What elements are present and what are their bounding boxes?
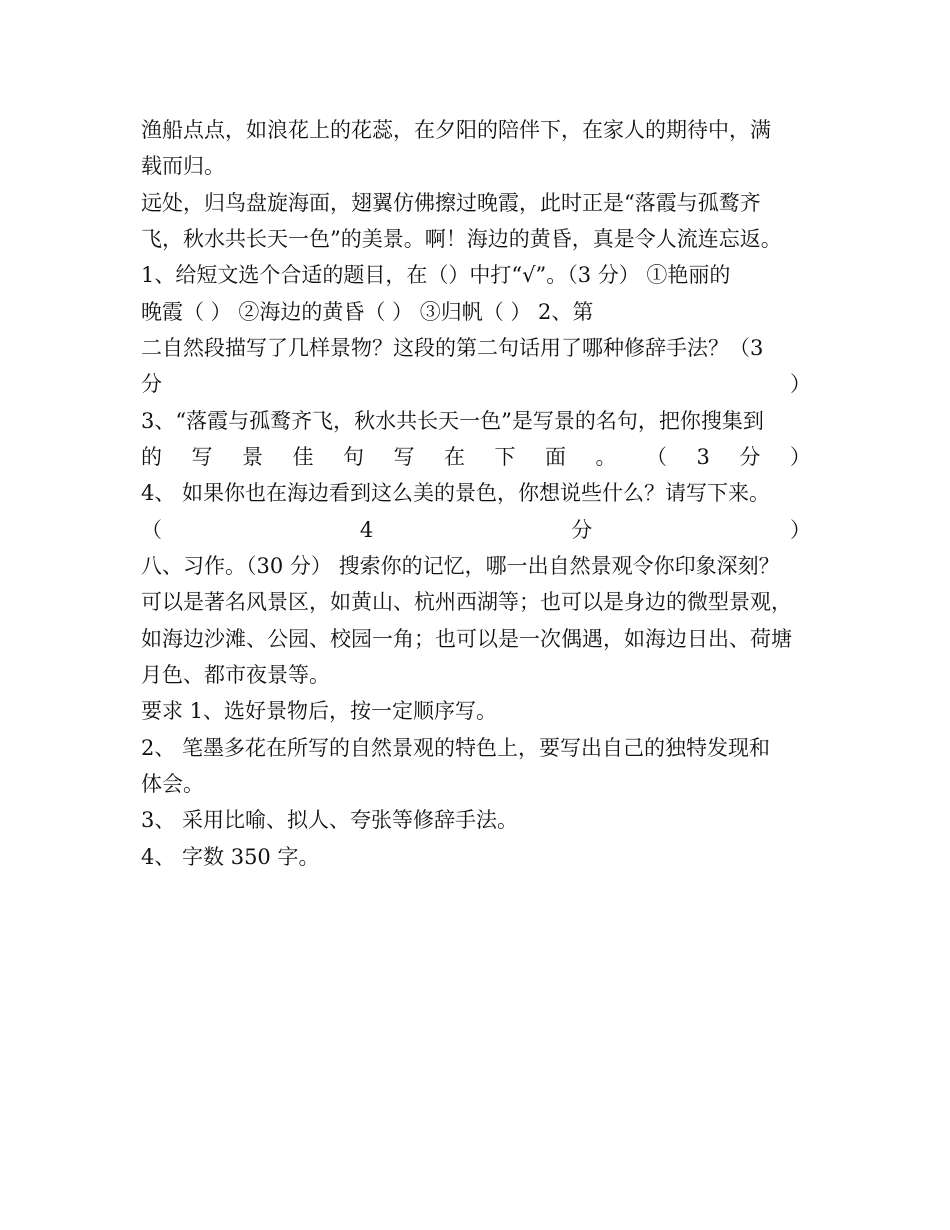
spread-char: 的 (141, 445, 162, 469)
question-4-line: 4、 如果你也在海边看到这么美的景色，你想说些什么？请写下来。 (141, 481, 771, 505)
text-line: 渔船点点，如浪花上的花蕊，在夕阳的陪伴下，在家人的期待中，满 (141, 118, 771, 142)
question-1-line: 1、给短文选个合适的题目，在（）中打“√”。（3 分） ①艳丽的 (141, 263, 731, 287)
text-line: 飞，秋水共长天一色”的美景。啊！海边的黄昏，真是令人流连忘返。 (141, 227, 782, 251)
requirement-1-line: 要求 1、选好景物后，按一定顺序写。 (141, 699, 498, 723)
spread-char: 写 (393, 445, 415, 469)
composition-heading-line: 八、习作。（30 分） 搜索你的记忆，哪一出自然景观令你印象深刻？ (141, 554, 780, 578)
requirement-2-line: 2、 笔墨多花在所写的自然景观的特色上，要写出自己的独特发现和 (141, 736, 771, 760)
text-line: 体会。 (141, 772, 204, 796)
question-3-line: 3、“落霞与孤鹜齐飞，秋水共长天一色”是写景的名句，把你搜集到 (141, 409, 764, 433)
question-2-score-line (141, 366, 811, 402)
score-close-paren: ） (790, 372, 811, 396)
text-line: 可以是著名风景区，如黄山、杭州西湖等；也可以是身边的微型景观， (141, 590, 792, 614)
spread-char: ） (790, 518, 811, 542)
spread-char: （ (141, 518, 162, 542)
spread-char: 分 (739, 445, 761, 469)
text-line: 载而归。 (141, 154, 225, 178)
text-line: 远处，归鸟盘旋海面，翅翼仿佛擦过晚霞，此时正是“落霞与孤鹜齐 (141, 191, 761, 215)
question-3-spread-line (141, 439, 811, 475)
question-1-options-line: 晚霞（ ） ②海边的黄昏（ ） ③归帆（ ） 2、第 (141, 300, 594, 324)
spread-char: 句 (343, 445, 364, 469)
requirement-3-line: 3、 采用比喻、拟人、夸张等修辞手法。 (141, 808, 519, 832)
spread-char: 景 (242, 445, 263, 469)
spread-char: 面 (545, 445, 566, 469)
spread-char: 在 (444, 445, 465, 469)
requirement-4-line: 4、 字数 350 字。 (141, 845, 320, 869)
text-line: 月色、都市夜景等。 (141, 663, 330, 687)
spread-char: 4 (359, 518, 374, 542)
spread-char: 3 (696, 445, 710, 469)
spread-char: 分 (571, 518, 593, 542)
question-4-score-line (141, 512, 811, 548)
question-2-line: 二自然段描写了几样景物？这段的第二句话用了哪种修辞手法？（3 (141, 336, 764, 360)
spread-char: ） (789, 445, 811, 469)
spread-char: 。 (595, 445, 617, 469)
spread-char: 下 (494, 445, 516, 469)
score-unit: 分 (141, 372, 162, 396)
spread-char: 佳 (292, 445, 314, 469)
spread-char: 写 (191, 445, 213, 469)
text-line: 如海边沙滩、公园、校园一角；也可以是一次偶遇，如海边日出、荷塘 (141, 627, 792, 651)
spread-char: （ (646, 445, 667, 469)
